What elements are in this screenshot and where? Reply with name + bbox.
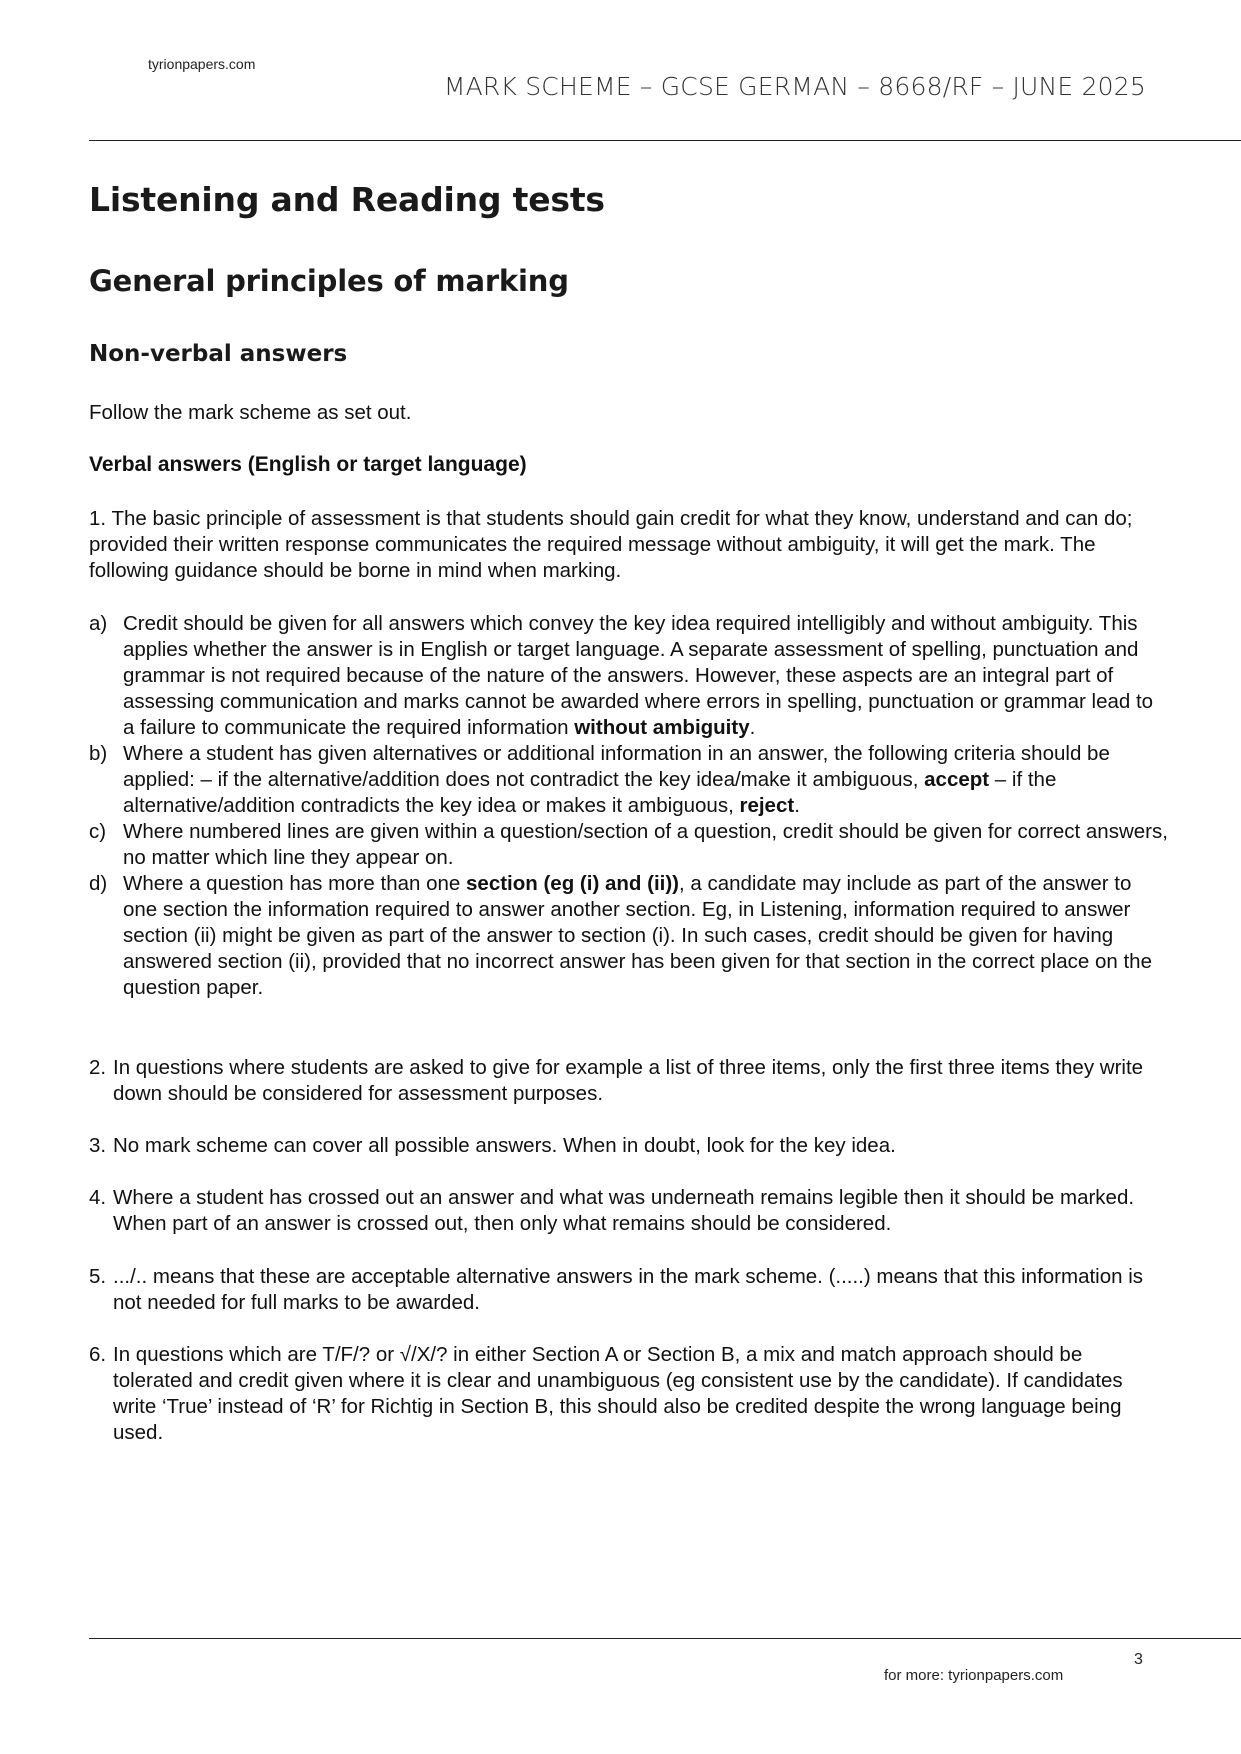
list-item-bold: accept <box>924 768 990 791</box>
list-item-end: . <box>749 716 756 739</box>
list-item-text: Credit should be given for all answers which convey the key idea required intelligibly and without ambiguity. This applies whether the answer is in English or target language. A separate assessment of spelling, punctuation and grammar is not required because of the nature of the answers. However, these aspects are an integral part of assessing communication and marks cannot be awarded where errors in spelling, punctuation or grammar lead to a failure to communicate the required information <box>123 612 1154 739</box>
footer-divider <box>89 1638 1241 1639</box>
watermark-footer: for more: tyrionpapers.com <box>884 1667 1064 1684</box>
numbered-item <box>89 1055 1159 1107</box>
list-item-label: d) <box>89 872 108 895</box>
list-item-end: . <box>794 794 800 817</box>
follow-paragraph: Follow the mark scheme as set out. <box>89 401 412 424</box>
numbered-item-number: 4. <box>89 1186 107 1209</box>
header-divider <box>89 140 1241 141</box>
principle-number: 1. <box>89 507 107 530</box>
list-item-label: c) <box>89 820 107 843</box>
list-item-text: Where a student has given alternatives or additional information in an answer, the following criteria should be applied: – if the alternative/addition does not contradict the key idea/make it ambiguous, <box>123 742 1110 791</box>
list-item-bold: reject <box>739 794 795 817</box>
verbal-heading: Verbal answers (English or target language) <box>89 453 527 476</box>
numbered-item-text: Where a student has crossed out an answer and what was underneath remains legible then it should be marked. When part of an answer is crossed out, then only what remains should be considered. <box>113 1186 1135 1235</box>
list-item-label: a) <box>89 612 108 635</box>
list-item-label: b) <box>89 742 108 765</box>
watermark-top: tyrionpapers.com <box>148 56 256 72</box>
list-item <box>89 871 1169 1001</box>
subsection-heading: Non-verbal answers <box>89 341 348 367</box>
numbered-item-text: .../.. means that these are acceptable alternative answers in the mark scheme. (.....) means that this information is not needed for full marks to be awarded. <box>113 1265 1144 1314</box>
numbered-item <box>89 1185 1159 1237</box>
numbered-item-text: In questions which are T/F/? or √/X/? in either Section A or Section B, a mix and match approach should be tolerated and credit given where it is clear and unambiguous (eg consistent use by the candidate). If candidates write ‘True’ instead of ‘R’ for Richtig in Section B, this should also be credited despite the wrong language being used. <box>113 1343 1123 1444</box>
numbered-item-text: No mark scheme can cover all possible answers. When in doubt, look for the key idea. <box>113 1134 896 1157</box>
list-item <box>89 819 1169 871</box>
list-item <box>89 611 1169 741</box>
list-item-text: Where a question has more than one <box>123 872 467 895</box>
header-title: MARK SCHEME – GCSE GERMAN – 8668/RF – JUNE 2025 <box>443 72 1146 101</box>
list-item-text: Where numbered lines are given within a question/section of a question, credit should be given for correct answers, no matter which line they appear on. <box>123 820 1168 869</box>
numbered-item <box>89 1133 1159 1159</box>
numbered-item <box>89 1264 1159 1316</box>
section-heading: General principles of marking <box>89 264 569 298</box>
page-title: Listening and Reading tests <box>89 180 605 219</box>
numbered-item-text: In questions where students are asked to give for example a list of three items, only the first three items they write down should be considered for assessment purposes. <box>113 1056 1144 1105</box>
principle-text: The basic principle of assessment is that students should gain credit for what they know, understand and can do; provided their written response communicates the required message without ambiguity, it will get the mark. The following guidance should be borne in mind when marking. <box>89 507 1133 582</box>
list-item-bold: section (eg (i) and (ii)) <box>466 872 679 895</box>
list-item-text: – if the alternative/addition contradicts the key idea or makes it ambiguous, <box>123 768 1057 817</box>
list-item-bold: without ambiguity <box>574 716 750 739</box>
numbered-item <box>89 1342 1159 1446</box>
numbered-item-number: 3. <box>89 1134 107 1157</box>
numbered-item-number: 5. <box>89 1265 107 1288</box>
list-item-text: , a candidate may include as part of the answer to one section the information required to answer another section. Eg, in Listening, information required to answer section (ii) might be given as part of the answer to section (i). In such cases, credit should be given for having answered section (ii), provided that no incorrect answer has been given for that section in the correct place on the question paper. <box>123 872 1152 999</box>
page-number: 3 <box>1134 1651 1143 1668</box>
guidance-list <box>89 611 1169 1001</box>
numbered-item-number: 2. <box>89 1056 107 1079</box>
principle-paragraph <box>89 506 1149 584</box>
numbered-item-number: 6. <box>89 1343 107 1366</box>
list-item <box>89 741 1169 819</box>
